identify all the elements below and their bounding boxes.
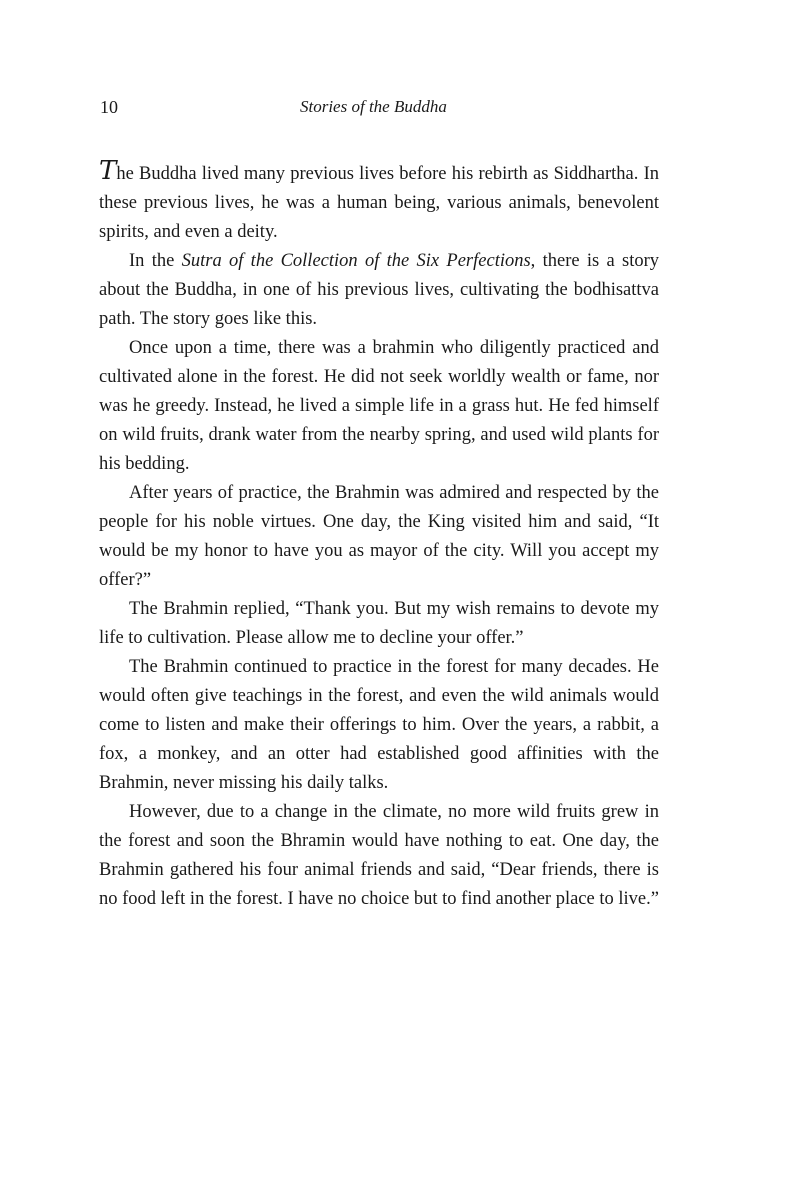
running-title: Stories of the Buddha xyxy=(300,97,447,116)
running-head xyxy=(100,94,660,120)
paragraph-3: Once upon a time, there was a brahmin who diligently practiced and cultivated alone in the forest. He did not seek worldly wealth or fame, nor was he greedy. Instead, he lived a simple life in a grass hut. He fed himself on wild fruits, drank water from the nearby spring, and used wild plants for his bedding. xyxy=(99,338,659,474)
paragraph-4: After years of practice, the Brahmin was admired and respected by the people for his noble virtues. One day, the King visited him and said, “It would be my honor to have you as mayor of the city. Will you accept my offer?” xyxy=(99,483,659,590)
paragraph-2 xyxy=(99,247,659,334)
paragraph-2-tail: , there is a story about the Buddha, in one of his previous lives, cultivating the bodhisattva path. The story goes like this. xyxy=(99,251,659,329)
paragraph-1 xyxy=(99,156,659,247)
paragraph-7: However, due to a change in the climate, no more wild fruits grew in the forest and soon the Bhramin would have nothing to eat. One day, the Brahmin gathered his four animal friends and said, “Dear friends, there is no food left in the forest. I have no choice but to find another place to live.” xyxy=(99,802,659,909)
sutra-title: Sutra of the Collection of the Six Perfections xyxy=(181,251,531,271)
paragraph-1-text: he Buddha lived many previous lives before his rebirth as Siddhartha. In these previous lives, he was a human being, various animals, benevolent spirits, and even a deity. xyxy=(99,164,659,242)
paragraph-5: The Brahmin replied, “Thank you. But my wish remains to devote my life to cultivation. Please allow me to decline your offer.” xyxy=(99,599,659,648)
paragraph-6: The Brahmin continued to practice in the forest for many decades. He would often give teachings in the forest, and even the wild animals would come to listen and make their offerings to him. Over the years, a rabbit, a fox, a monkey, and an otter had established good affinities with the Brahmin, never missing his daily talks. xyxy=(99,657,659,793)
page-number: 10 xyxy=(100,97,118,117)
decorated-initial: T xyxy=(99,156,117,186)
body-text xyxy=(99,156,659,914)
paragraph-2-lead: In the xyxy=(129,251,182,271)
